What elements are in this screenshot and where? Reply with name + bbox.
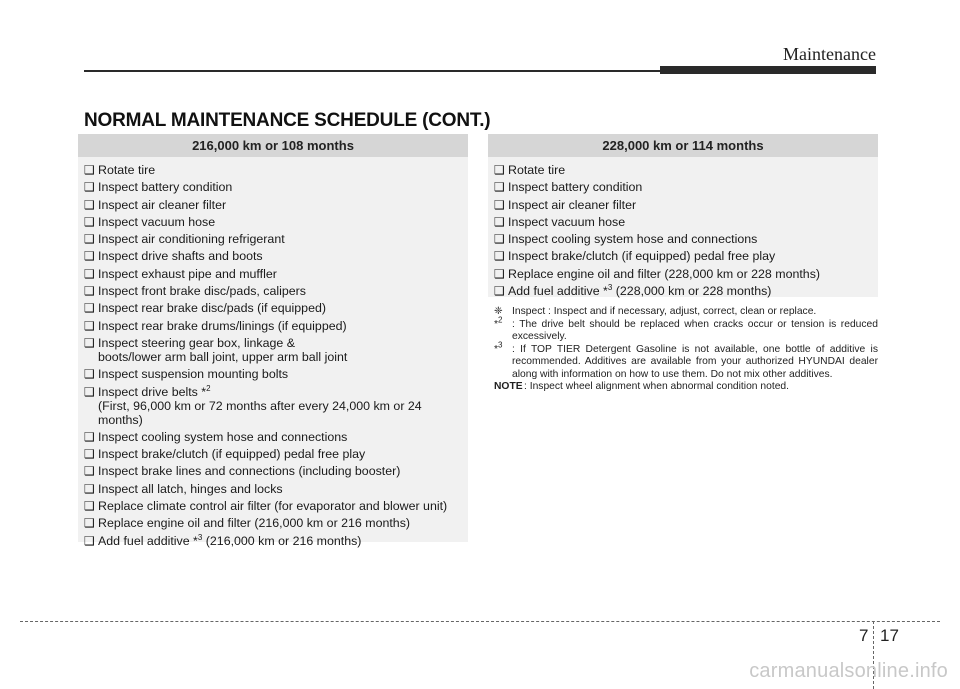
section-title: Maintenance (783, 44, 876, 64)
checkbox-icon: ❑ (84, 447, 95, 462)
checklist-item (84, 319, 468, 333)
checklist-item-text: Rotate tire (98, 163, 156, 177)
checklist-item-text: Inspect cooling system hose and connections (508, 232, 758, 247)
checklist-item-text: Inspect cooling system hose and connections (98, 429, 348, 444)
checklist-item (84, 430, 468, 444)
checklist-item (494, 198, 878, 212)
footnote (494, 306, 878, 319)
checklist-item (494, 284, 878, 298)
schedule-panel-228000 (488, 134, 878, 297)
checklist-item (84, 267, 468, 281)
checklist-item (84, 464, 468, 478)
checkbox-icon: ❑ (494, 197, 505, 212)
checkbox-icon: ❑ (84, 335, 95, 350)
checklist-item (494, 249, 878, 263)
checkbox-icon: ❑ (494, 163, 505, 177)
checklist-item (494, 232, 878, 246)
checklist-item-text: Inspect battery condition (508, 180, 643, 195)
checklist-item-text: Inspect battery condition (98, 180, 233, 195)
checklist-item (84, 447, 468, 461)
checklist-item (84, 163, 468, 177)
footnote-mark-text: NOTE (494, 381, 523, 392)
footnote-mark-text: * (494, 343, 499, 355)
checkbox-icon: ❑ (84, 499, 95, 514)
chapter-number: 7 (859, 626, 869, 645)
footnote-mark-sup: 2 (498, 315, 503, 325)
checklist-item-text: Replace engine oil and filter (228,000 km or 228 months) (508, 266, 821, 281)
header-rule-thin (84, 70, 660, 72)
checklist-item (84, 249, 468, 263)
checklist-item-text: Inspect suspension mounting bolts (98, 367, 289, 382)
checklist-item-interval: (216,000 km or 216 months) (202, 533, 362, 548)
checklist-item-text: Inspect rear brake disc/pads (if equipped) (98, 301, 326, 316)
checklist-item (494, 215, 878, 229)
checkbox-icon: ❑ (84, 481, 95, 496)
watermark: carmanualsonline.info (749, 660, 948, 682)
checkbox-icon: ❑ (84, 214, 95, 229)
checkbox-icon: ❑ (84, 163, 95, 177)
checklist (78, 157, 468, 548)
checkbox-icon: ❑ (84, 464, 95, 479)
checkbox-icon: ❑ (84, 301, 95, 316)
checklist-item-text: Rotate tire (508, 163, 566, 177)
checkbox-icon: ❑ (494, 214, 505, 229)
panel-title: 228,000 km or 114 months (488, 134, 878, 157)
checklist-item-text: Inspect steering gear box, linkage & (98, 335, 295, 350)
footnote-mark (494, 340, 503, 357)
footnote (494, 315, 878, 344)
footnote-ref: 3 (607, 282, 613, 292)
checklist-item-text: Add fuel additive * (508, 284, 608, 299)
checklist-item (84, 284, 468, 298)
checklist-item-text: Inspect brake/clutch (if equipped) pedal free play (508, 249, 776, 264)
footnote (494, 381, 878, 394)
checklist-item-text: Inspect brake/clutch (if equipped) pedal free play (98, 447, 366, 462)
page-heading: NORMAL MAINTENANCE SCHEDULE (CONT.) (84, 110, 491, 131)
checkbox-icon: ❑ (494, 284, 505, 299)
checklist-item-text: Inspect front brake disc/pads, calipers (98, 284, 306, 299)
footnote-text: : If TOP TIER Detergent Gasoline is not available, one bottle of additive is recommended. Additives are available from your authorized HYUNDAI dealer along with information on how to use them. Do not mix other additives. (512, 343, 878, 380)
footnote-text: : The drive belt should be replaced when cracks occur or tension is reduced excessively. (512, 318, 878, 342)
checklist-item (84, 516, 468, 530)
checklist-item-text: Inspect vacuum hose (508, 214, 626, 229)
footnote-ref: 3 (197, 532, 203, 542)
checkbox-icon: ❑ (494, 249, 505, 264)
checkbox-icon: ❑ (494, 232, 505, 247)
checklist-item-text: Inspect all latch, hinges and locks (98, 481, 283, 496)
checklist-item-detail: (First, 96,000 km or 72 months after every 24,000 km or 24 months) (98, 398, 422, 427)
header-rule-thick (660, 66, 876, 74)
checkbox-icon: ❑ (84, 533, 95, 548)
panel-title: 216,000 km or 108 months (78, 134, 468, 157)
checklist-item (84, 482, 468, 496)
checklist-item-text: Add fuel additive * (98, 533, 198, 548)
checkbox-icon: ❑ (84, 249, 95, 264)
checkbox-icon: ❑ (494, 266, 505, 281)
checkbox-icon: ❑ (84, 516, 95, 531)
checklist-item (84, 198, 468, 212)
checklist-item (84, 534, 468, 548)
schedule-panel-216000 (78, 134, 468, 548)
checklist-item (84, 367, 468, 381)
checklist-item-text: Inspect rear brake drums/linings (if equipped) (98, 318, 347, 333)
footnote-ref: 2 (206, 383, 211, 393)
checkbox-icon: ❑ (84, 180, 95, 195)
checklist-item (84, 385, 468, 427)
checklist-item (494, 163, 878, 177)
checklist-item-text: Inspect air cleaner filter (98, 197, 227, 212)
footnote (494, 340, 878, 382)
checklist-item (84, 499, 468, 513)
footnote-mark-text: ❈ (494, 306, 503, 317)
checkbox-icon: ❑ (84, 318, 95, 333)
checklist-item (494, 180, 878, 194)
checklist-item (84, 215, 468, 229)
checklist-item (84, 180, 468, 194)
footnote-mark (494, 315, 503, 332)
checkbox-icon: ❑ (84, 429, 95, 444)
footnote-text: : Inspect wheel alignment when abnormal condition noted. (524, 381, 790, 392)
checklist-item (84, 301, 468, 315)
footnote-mark-text: * (494, 318, 499, 330)
checklist-item-text: Replace climate control air filter (for evaporator and blower unit) (98, 499, 448, 514)
checklist-item (84, 232, 468, 246)
checklist-item-detail: boots/lower arm ball joint, upper arm ball joint (98, 349, 348, 364)
checklist-item (494, 267, 878, 281)
footnote-mark (494, 381, 523, 394)
checklist-item-text: Inspect drive belts * (98, 384, 207, 399)
checkbox-icon: ❑ (84, 384, 95, 399)
checklist-item-text: Inspect air cleaner filter (508, 197, 637, 212)
checklist-item-text: Inspect air conditioning refrigerant (98, 232, 285, 247)
footer-rule (20, 621, 940, 622)
checklist (488, 157, 878, 298)
checkbox-icon: ❑ (494, 180, 505, 195)
checkbox-icon: ❑ (84, 367, 95, 382)
footnotes (494, 306, 878, 394)
checklist-item (84, 336, 468, 364)
checkbox-icon: ❑ (84, 232, 95, 247)
checklist-item-text: Inspect drive shafts and boots (98, 249, 263, 264)
checklist-item-text: Replace engine oil and filter (216,000 km or 216 months) (98, 516, 411, 531)
checklist-item-text: Inspect brake lines and connections (including booster) (98, 464, 401, 479)
checkbox-icon: ❑ (84, 266, 95, 281)
page-number: 17 (880, 626, 899, 645)
checklist-item-interval: (228,000 km or 228 months) (612, 284, 772, 299)
checklist-item-text: Inspect exhaust pipe and muffler (98, 266, 277, 281)
checkbox-icon: ❑ (84, 197, 95, 212)
checkbox-icon: ❑ (84, 284, 95, 299)
footnote-text: Inspect : Inspect and if necessary, adjust, correct, clean or replace. (512, 306, 817, 317)
footnote-mark-sup: 3 (498, 340, 503, 350)
checklist-item-text: Inspect vacuum hose (98, 214, 216, 229)
